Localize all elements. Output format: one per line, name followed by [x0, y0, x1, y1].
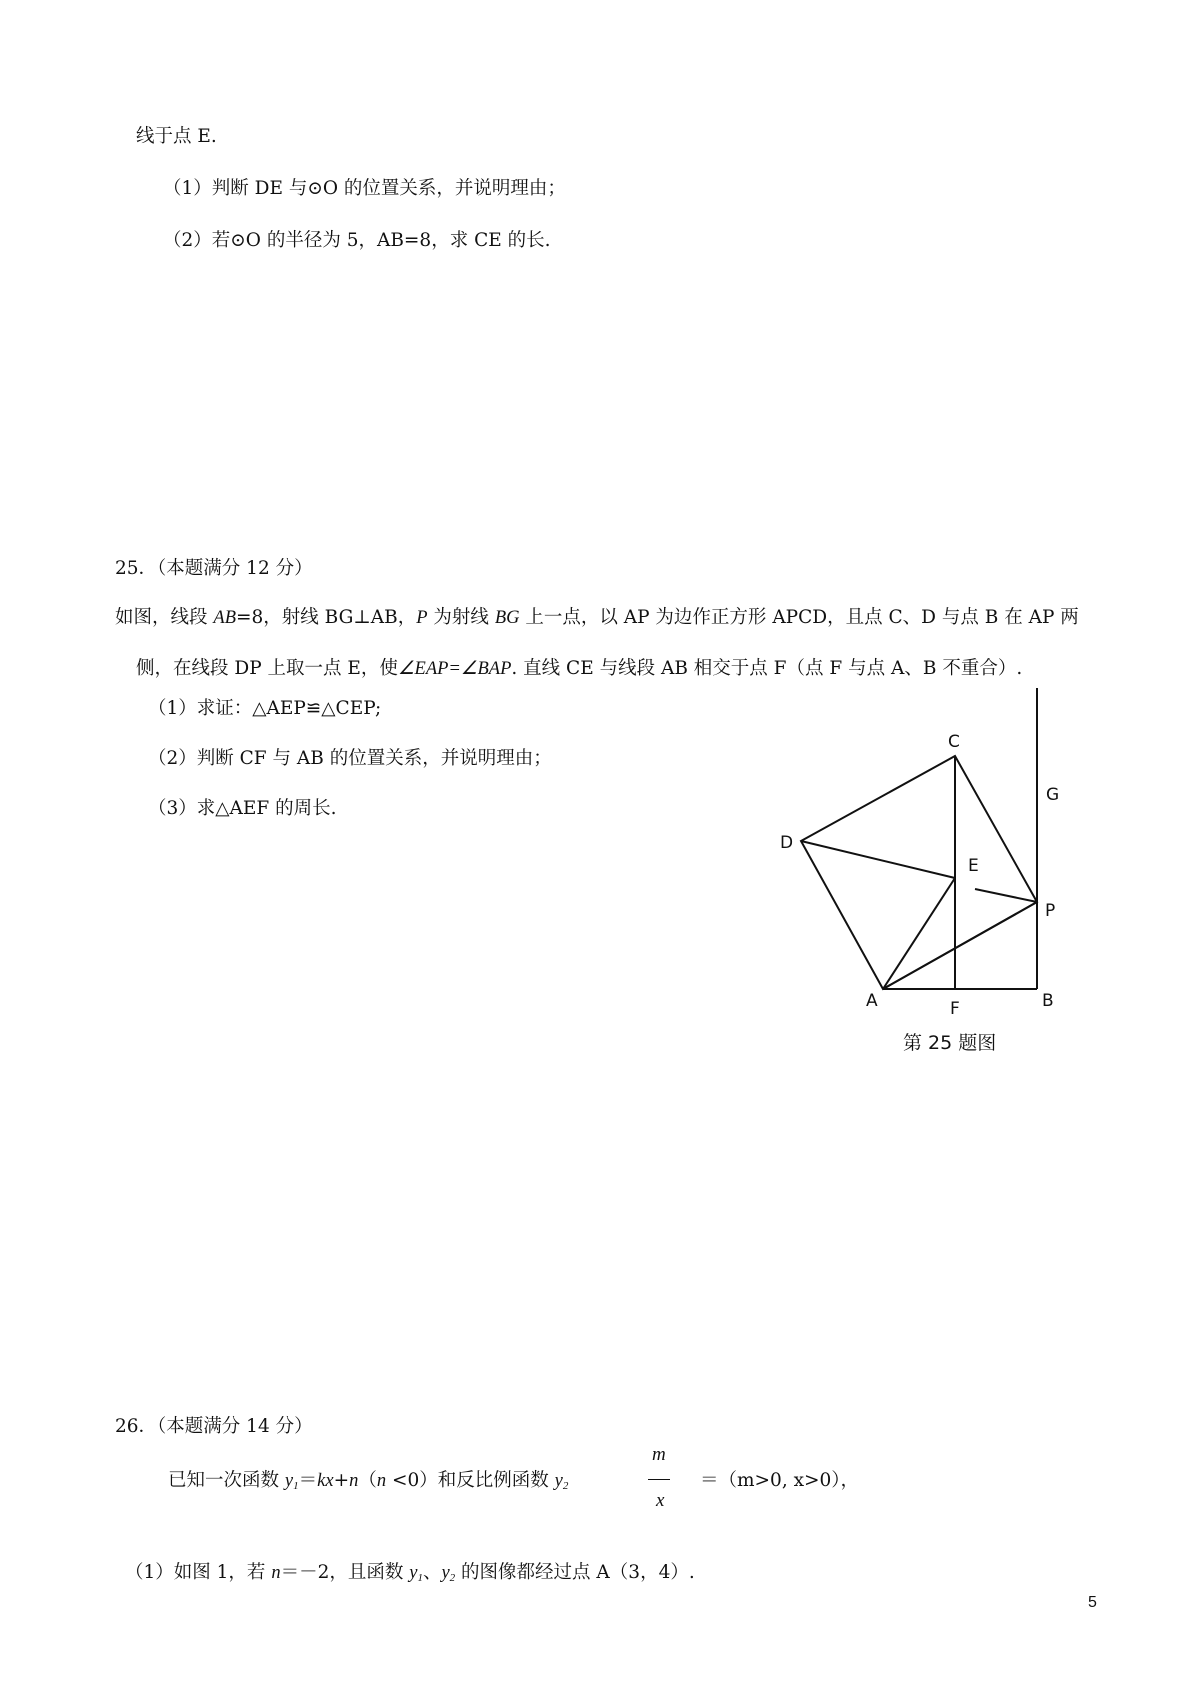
q26-l1-text-c: + [333, 1470, 350, 1491]
q26-p1-text-a: （1）如图 1，若 [125, 1562, 272, 1583]
q26-y2: y [554, 1471, 563, 1491]
q25-l1-text-c: 为射线 [427, 607, 495, 628]
q26-l1-text-e: <0）和反比例函数 [386, 1470, 555, 1491]
q26-l1-text-b: ＝ [298, 1470, 318, 1491]
label-d: D [780, 833, 794, 853]
q25-l1-bg: BG [494, 608, 520, 628]
q25-l2-text-b: . 直线 CE 与线段 AB 相交于点 F（点 F 与点 A、B 不重合）. [511, 658, 1023, 679]
q26-p1-y1-sub: 1 [417, 1572, 423, 1584]
q26-kx: kx [317, 1471, 334, 1491]
q26-y1-sub: 1 [293, 1480, 299, 1492]
label-p: P [1045, 901, 1056, 921]
segment-ae [883, 878, 955, 989]
q26-frac-denominator: x [656, 1490, 665, 1511]
figure-25 [760, 678, 1100, 1078]
label-b: B [1042, 991, 1054, 1011]
figure-25-svg [760, 678, 1100, 1078]
q26-p1-text-b: ＝－2，且函数 [280, 1562, 410, 1583]
q26-line1-rest: ＝（m>0, x>0）， [700, 1470, 860, 1491]
q26-line1 [168, 1468, 568, 1499]
q24-part2: （2）若⊙O 的半径为 5，AB=8，求 CE 的长. [163, 230, 551, 251]
q26-l1-text-a: 已知一次函数 [168, 1470, 285, 1491]
q26-part1 [125, 1560, 695, 1591]
q25-part2: （2）判断 CF 与 AB 的位置关系，并说明理由； [148, 748, 552, 769]
q26-fraction-bar [648, 1479, 670, 1480]
q25-l1-text-b: =8，射线 BG⊥AB， [236, 607, 417, 628]
q26-y2-sub: 2 [562, 1480, 569, 1492]
label-f: F [950, 999, 960, 1019]
q26-y1: y [284, 1471, 294, 1491]
q25-part1: （1）求证：△AEP≌△CEP; [148, 698, 382, 719]
q24-part1: （1）判断 DE 与⊙O 的位置关系，并说明理由； [163, 178, 566, 199]
q25-l1-text-a: 如图，线段 [115, 607, 214, 628]
q25-header: 25．（本题满分 12 分） [115, 558, 313, 579]
label-c: C [948, 732, 960, 752]
q26-n: n [349, 1471, 359, 1491]
q26-n2: n [376, 1471, 387, 1491]
q26-p1-text-d: 的图像都经过点 A（3，4）. [455, 1562, 695, 1583]
q24-continuation: 线于点 E. [136, 126, 217, 147]
segment-ap [883, 902, 1037, 989]
q25-l1-ab: AB [213, 608, 236, 628]
q26-l1-text-d: （ [358, 1470, 377, 1491]
q26-p1-y1: y [409, 1563, 418, 1583]
label-g: G [1046, 785, 1060, 805]
q26-p1-y2-sub: 2 [449, 1572, 456, 1584]
q25-line1 [115, 605, 1079, 631]
q26-header: 26．（本题满分 14 分） [115, 1416, 313, 1437]
q25-part3: （3）求△AEF 的周长. [148, 798, 337, 819]
q25-l1-p: P [416, 608, 428, 628]
q25-l2-angle: ∠EAP=∠BAP [397, 659, 512, 679]
label-e: E [968, 856, 979, 876]
q26-frac-numerator: m [652, 1444, 666, 1465]
figure-25-caption: 第 25 题图 [903, 1032, 997, 1054]
segment-de [801, 841, 955, 878]
q26-p1-text-c: 、 [422, 1562, 442, 1583]
segment-ep [975, 889, 1037, 902]
square-apcd [801, 756, 1037, 989]
page-number: 5 [1088, 1594, 1097, 1611]
label-a: A [866, 991, 878, 1011]
q25-l1-text-d: 上一点，以 AP 为边作正方形 APCD，且点 C、D 与点 B 在 AP 两 [519, 607, 1079, 628]
q25-l2-text-a: 侧，在线段 DP 上取一点 E，使 [136, 658, 398, 679]
q26-p1-n: n [271, 1563, 281, 1583]
q26-p1-y2: y [441, 1563, 450, 1583]
